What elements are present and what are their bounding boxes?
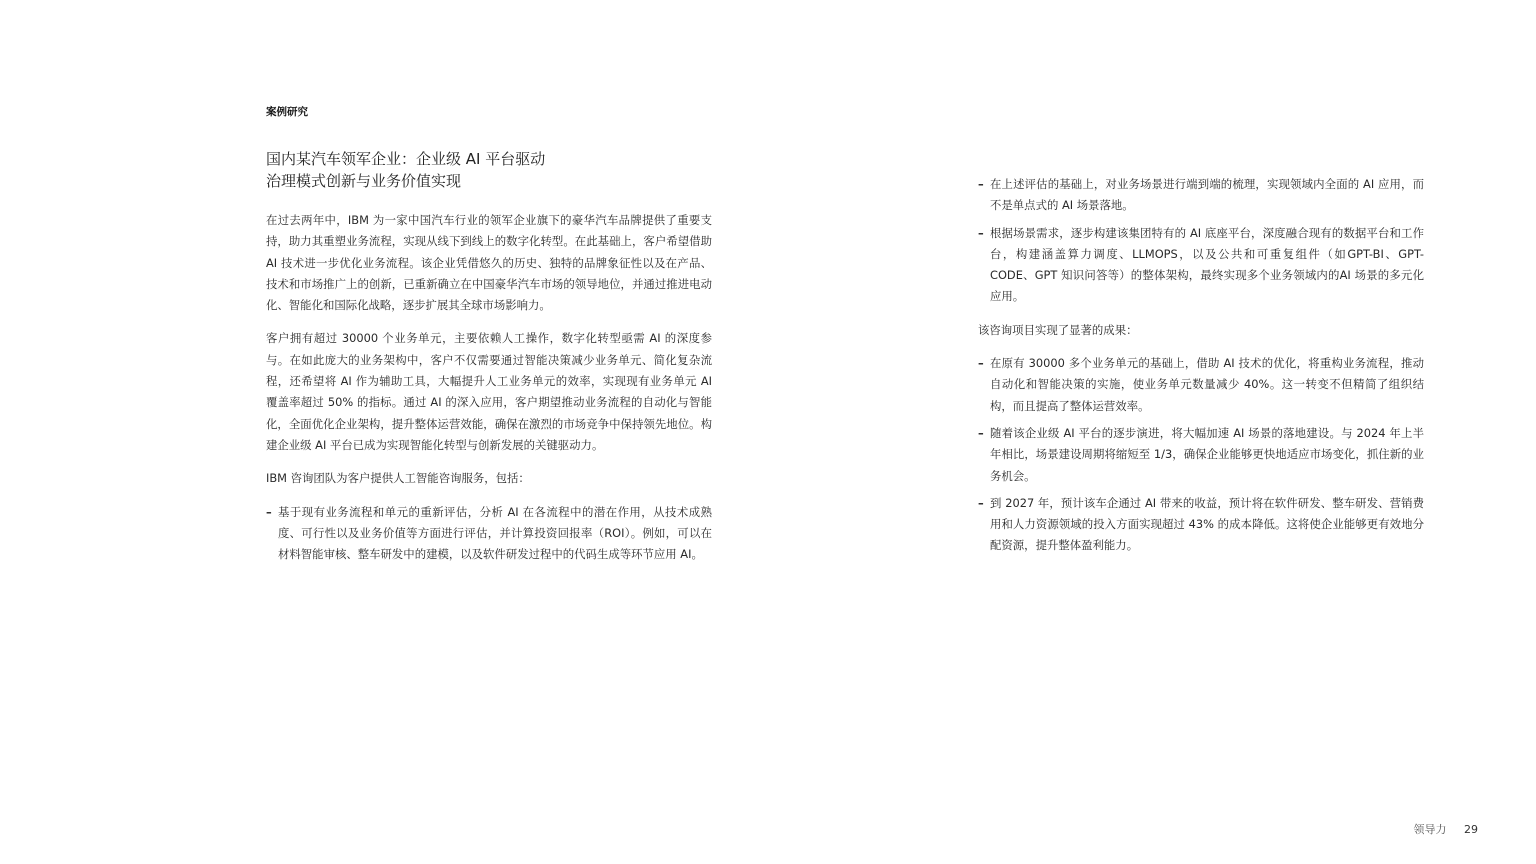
footer-section-name: 领导力 — [1413, 823, 1447, 836]
list-item-text: 在原有 30000 多个业务单元的基础上，借助 AI 技术的优化，将重构业务流程，推动自动化和智能决策的实施，使业务单元数量减少 40%。这一转变不但精简了组织结构，而且提高了整体运营效率。 — [990, 356, 1424, 413]
list-item-text: 到 2027 年，预计该车企通过 AI 带来的收益，预计将在软件研发、整车研发、营销费用和人力资源领域的投入方面实现超过 43% 的成本降低。这将使企业能够更有效地分配资源，提升整体盈利能力。 — [990, 495, 1424, 553]
dash-bullet-icon: – — [978, 356, 984, 371]
dash-bullet-icon: – — [978, 177, 984, 191]
list-item-text: 根据场景需求，逐步构建该集团特有的 AI 底座平台，深度融合现有的数据平台和工作台，构建涵盖算力调度、LLMOPS，以及公共和可重复组件（如GPT-BI、GPT-CODE、GPT 知识问答等）的整体架构，最终实现多个业务领域内的AI 场景的多元化应用。 — [990, 225, 1424, 304]
page-number: 29 — [1464, 823, 1478, 836]
list-item-text: 基于现有业务流程和单元的重新评估，分析 AI 在各流程中的潜在作用，从技术成熟度、可行性以及业务价值等方面进行评估，并计算投资回报率（ROI）。例如，可以在材料智能审核、整车研发中的建模，以及软件研发过程中的代码生成等环节应用 AI。 — [278, 504, 712, 562]
right-column — [978, 174, 1424, 569]
page-footer — [1414, 822, 1479, 838]
list-item — [978, 174, 1424, 217]
left-column — [266, 210, 712, 577]
results-list — [978, 353, 1424, 557]
page-title-line-1: 国内某汽车领军企业：企业级 AI 平台驱动 — [266, 150, 546, 168]
section-label: 案例研究 — [266, 106, 308, 118]
dash-bullet-icon: – — [266, 504, 272, 519]
services-intro-paragraph: IBM 咨询团队为客户提供人工智能咨询服务，包括： — [266, 471, 530, 486]
page-title-line-2: 治理模式创新与业务价值实现 — [266, 172, 462, 190]
list-item-text: 在上述评估的基础上，对业务场景进行端到端的梳理，实现领域内全面的 AI 应用，而不是单点式的 AI 场景落地。 — [990, 177, 1424, 213]
list-item — [266, 502, 712, 566]
services-list-continued — [978, 174, 1424, 308]
dash-bullet-icon: – — [978, 495, 984, 510]
list-item — [978, 423, 1424, 487]
intro-paragraph: 在过去两年中，IBM 为一家中国汽车行业的领军企业旗下的豪华汽车品牌提供了重要支持，助力其重塑业务流程，实现从线下到线上的数字化转型。在此基础上，客户希望借助AI 技术进一步优化业务流程。该企业凭借悠久的历史、独特的品牌象征性以及在产品、技术和市场推广上的创新，已重新确立在中国豪华汽车市场的领导地位，并通过推进电动化、智能化和国际化战略，逐步扩展其全球市场影响力。 — [266, 213, 712, 313]
list-item — [978, 353, 1424, 417]
services-list — [266, 502, 712, 566]
results-intro-paragraph: 该咨询项目实现了显著的成果： — [978, 322, 1138, 337]
list-item — [978, 223, 1424, 308]
list-item — [978, 493, 1424, 557]
dash-bullet-icon: – — [978, 225, 984, 240]
challenge-paragraph: 客户拥有超过 30000 个业务单元，主要依赖人工操作，数字化转型亟需 AI 的深度参与。在如此庞大的业务架构中，客户不仅需要通过智能决策减少业务单元、简化复杂流程，还希望将 AI 作为辅助工具，大幅提升人工业务单元的效率，实现现有业务单元 AI 覆盖率超过 50% 的指标。通过 AI 的深入应用，客户期望推动业务流程的自动化与智能化，全面优化企业架构，提升整体运营效能，确保在激烈的市场竞争中保持领先地位。构建企业级 AI 平台已成为实现智能化转型与创新发展的关键驱动力。 — [266, 331, 712, 452]
page-title — [266, 148, 726, 192]
list-item-text: 随着该企业级 AI 平台的逐步演进，将大幅加速 AI 场景的落地建设。与 2024 年上半年相比，场景建设周期将缩短至 1/3，确保企业能够更快地适应市场变化，抓住新的业务机会。 — [990, 425, 1424, 483]
dash-bullet-icon: – — [978, 425, 984, 440]
